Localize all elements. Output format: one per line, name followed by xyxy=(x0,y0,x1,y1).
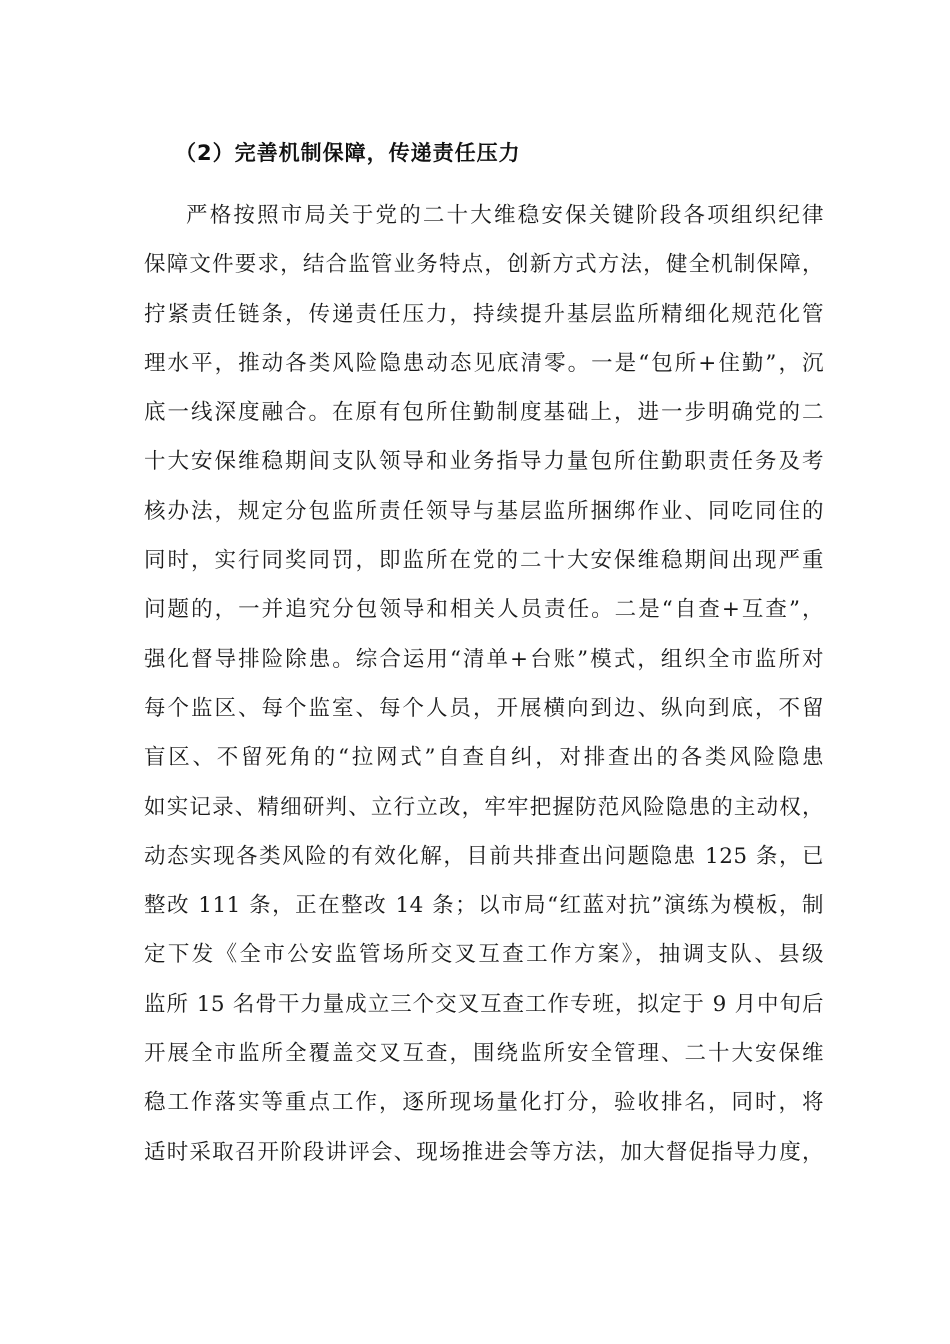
paragraph-line: 整改 111 条，正在整改 14 条；以市局“红蓝对抗”演练为模板，制 xyxy=(144,893,824,919)
paragraph-line: 强化督导排险除患。综合运用“清单+台账”模式，组织全市监所对 xyxy=(144,646,824,672)
paragraph-line: 保障文件要求，结合监管业务特点，创新方式方法，健全机制保障， xyxy=(144,252,824,278)
paragraph-line: 适时采取召开阶段讲评会、现场推进会等方法，加大督促指导力度， xyxy=(144,1139,824,1165)
paragraph-line: 核办法，规定分包监所责任领导与基层监所捆绑作业、同吃同住的 xyxy=(144,498,824,524)
paragraph-line: 定下发《全市公安监管场所交叉互查工作方案》，抽调支队、县级 xyxy=(144,942,824,968)
paragraph-line: 问题的，一并追究分包领导和相关人员责任。二是“自查+互查”， xyxy=(144,597,824,623)
paragraph-line: 动态实现各类风险的有效化解，目前共排查出问题隐患 125 条，已 xyxy=(144,843,824,869)
paragraph-line: 每个监区、每个监室、每个人员，开展横向到边、纵向到底，不留 xyxy=(144,695,824,721)
paragraph-line: 拧紧责任链条，传递责任压力，持续提升基层监所精细化规范化管 xyxy=(144,301,824,327)
paragraph-line: 底一线深度融合。在原有包所住勤制度基础上，进一步明确党的二 xyxy=(144,400,824,426)
paragraph-line: 稳工作落实等重点工作，逐所现场量化打分，验收排名，同时，将 xyxy=(144,1090,824,1116)
paragraph-line: 十大安保维稳期间支队领导和业务指导力量包所住勤职责任务及考 xyxy=(144,449,824,475)
paragraph-line: 理水平，推动各类风险隐患动态见底清零。一是“包所+住勤”，沉 xyxy=(144,350,824,376)
paragraph-line: 如实记录、精细研判、立行立改，牢牢把握防范风险隐患的主动权， xyxy=(144,794,824,820)
section-heading: （2）完善机制保障，传递责任压力 xyxy=(175,141,521,165)
paragraph-line: 盲区、不留死角的“拉网式”自查自纠，对排查出的各类风险隐患 xyxy=(144,745,824,771)
paragraph-line: 开展全市监所全覆盖交叉互查，围绕监所安全管理、二十大安保维 xyxy=(144,1041,824,1067)
paragraph-line: 严格按照市局关于党的二十大维稳安保关键阶段各项组织纪律 xyxy=(186,203,824,228)
paragraph-line: 监所 15 名骨干力量成立三个交叉互查工作专班，拟定于 9 月中旬后 xyxy=(144,991,824,1017)
body-paragraph xyxy=(144,196,824,1182)
paragraph-line: 同时，实行同奖同罚，即监所在党的二十大安保维稳期间出现严重 xyxy=(144,548,824,574)
